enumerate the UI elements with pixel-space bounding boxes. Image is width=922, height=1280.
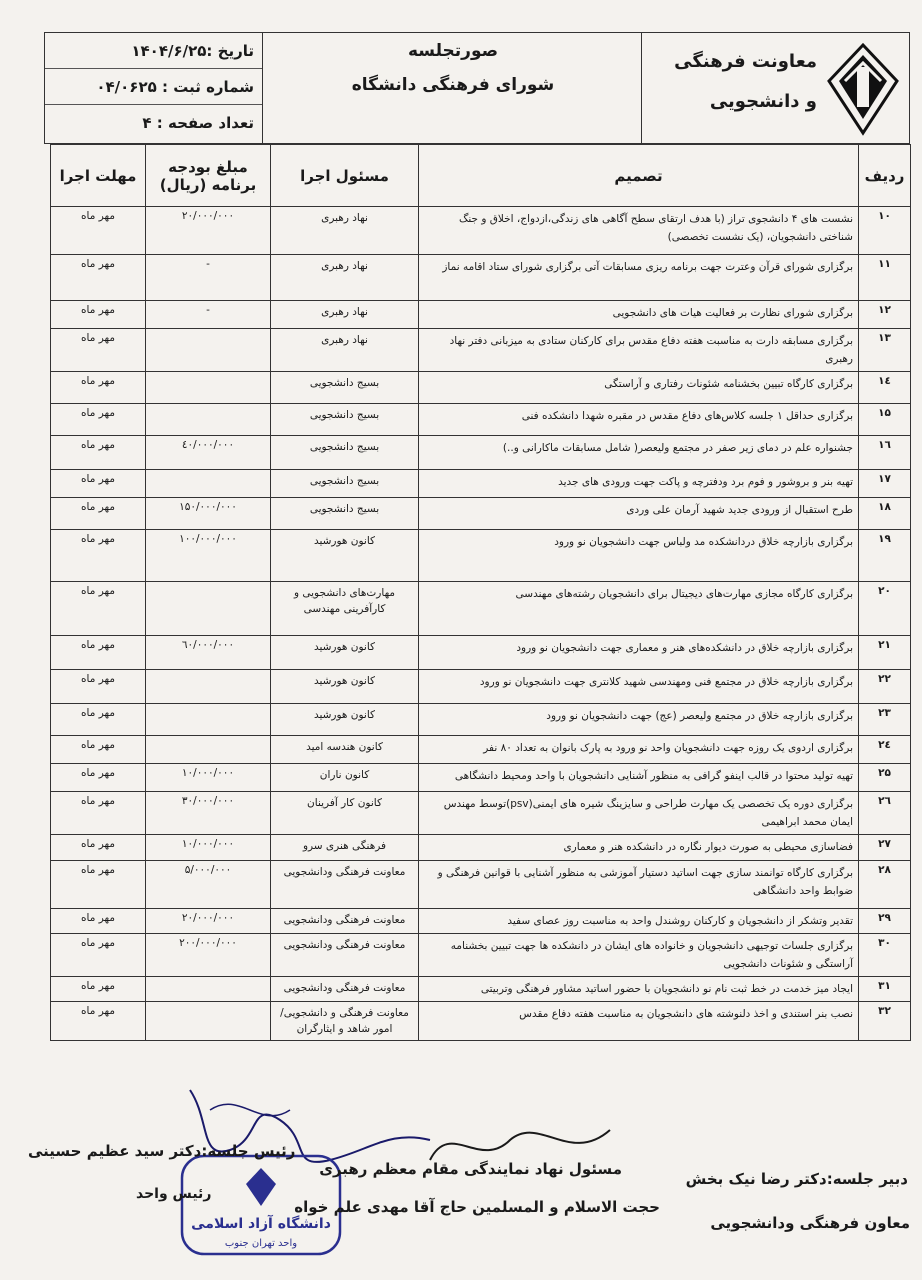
table-row: [51, 934, 911, 977]
budget-amount: ۵/۰۰۰/۰۰۰: [146, 861, 271, 909]
decision-text: فضاسازی محیطی به صورت دیوار نگاره در دانشکده هنر و معماری: [419, 835, 859, 861]
decision-text: برگزاری حداقل ۱ جلسه کلاس‌های دفاع مقدس در مقبره شهدا دانشکده فنی: [419, 404, 859, 436]
row-number: ۲۸: [859, 861, 911, 909]
responsible-unit: نهاد رهبری: [271, 207, 419, 255]
table-header-row: [51, 145, 911, 207]
budget-amount: [146, 372, 271, 404]
budget-amount: -: [146, 255, 271, 301]
decision-text: برگزاری مسابقه دارت به مناسبت هفته دفاع مقدس برای کارکنان ستادی به میزبانی دفتر نهاد رهبری: [419, 329, 859, 372]
decision-text: برگزاری شورای نظارت بر فعالیت هیات های دانشجویی: [419, 301, 859, 329]
decision-text: تهیه تولید محتوا در قالب اینفو گرافی به منظور آشنایی دانشجویان با واحد ومحیط دانشگاهی: [419, 764, 859, 792]
row-number: ۲۷: [859, 835, 911, 861]
responsible-unit: کانون هورشید: [271, 636, 419, 670]
budget-amount: [146, 582, 271, 636]
deadline: مهر ماه: [51, 1002, 146, 1041]
table-row: [51, 977, 911, 1002]
row-number: ۱۲: [859, 301, 911, 329]
deadline: مهر ماه: [51, 909, 146, 934]
responsible-unit: معاونت فرهنگی ودانشجویی: [271, 861, 419, 909]
decision-text: نصب بنر استندی و اخذ دلنوشته های دانشجویان به مناسبت هفته دفاع مقدس: [419, 1002, 859, 1041]
budget-amount: [146, 736, 271, 764]
decision-text: برگزاری شورای قرآن وعترت جهت برنامه ریزی مسابقات آتی برگزاری شورای ستاد اقامه نماز: [419, 255, 859, 301]
deadline: مهر ماه: [51, 372, 146, 404]
decision-text: برگزاری بازارچه خلاق در مجتمع ولیعصر (عج) جهت دانشجویان نو ورود: [419, 704, 859, 736]
responsible-unit: فرهنگی هنری سرو: [271, 835, 419, 861]
title-minutes: صورتجلسه: [407, 41, 499, 61]
responsible-unit: معاونت فرهنگی و دانشجویی/امور شاهد و ایثارگران: [271, 1002, 419, 1041]
budget-amount: -: [146, 301, 271, 329]
table-row: [51, 792, 911, 835]
chair-name: رئیس جلسه:دکتر سید عظیم حسینی: [28, 1142, 296, 1160]
decision-text: برگزاری دوره یک تخصصی یک مهارت طراحی و سایزینگ شیره های ایمنی(psv)توسط مهندس ایمان محمد ابراهیمی: [419, 792, 859, 835]
budget-amount: [146, 704, 271, 736]
budget-amount: ٤۰/۰۰۰/۰۰۰: [146, 436, 271, 470]
responsible-unit: کانون ناران: [271, 764, 419, 792]
decision-text: برگزاری بازارچه خلاق در مجتمع فنی ومهندسی شهید کلانتری جهت دانشجویان نو ورود: [419, 670, 859, 704]
decision-text: ایجاد میز خدمت در خط ثبت نام نو دانشجویان با حضور اساتید مشاور فرهنگی وتربیتی: [419, 977, 859, 1002]
responsible-unit: مهارت‌های دانشجویی و کارآفرینی مهندسی: [271, 582, 419, 636]
budget-amount: ۲۰/۰۰۰/۰۰۰: [146, 909, 271, 934]
deadline: مهر ماه: [51, 470, 146, 498]
table-row: [51, 764, 911, 792]
date-field: تاریخ :۱۴۰۴/۶/۲۵: [45, 33, 262, 69]
deadline: مهر ماه: [51, 207, 146, 255]
page-count: تعداد صفحه : ۴: [142, 114, 254, 132]
budget-amount: ۱۵۰/۰۰۰/۰۰۰: [146, 498, 271, 530]
responsible-unit: کانون هندسه امید: [271, 736, 419, 764]
responsible-unit: معاونت فرهنگی ودانشجویی: [271, 934, 419, 977]
responsible-unit: بسیج دانشجویی: [271, 436, 419, 470]
row-number: ۱۱: [859, 255, 911, 301]
table-row: [51, 404, 911, 436]
stamp-text: دانشگاه آزاد اسلامی: [191, 1216, 331, 1232]
col-responsible: مسئول اجرا: [271, 145, 419, 207]
table-body: [51, 207, 911, 1041]
decision-text: تقدیر وتشکر از دانشجویان و کارکنان روشندل واحد به مناسبت روز عصای سفید: [419, 909, 859, 934]
responsible-unit: بسیج دانشجویی: [271, 498, 419, 530]
decision-text: برگزاری کارگاه مجازی مهارت‌های دیجیتال برای دانشجویان رشته‌های مهندسی: [419, 582, 859, 636]
row-number: ۱۵: [859, 404, 911, 436]
budget-amount: [146, 1002, 271, 1041]
decision-text: طرح استقبال از ورودی جدید شهید آرمان علی وردی: [419, 498, 859, 530]
deadline: مهر ماه: [51, 255, 146, 301]
responsible-unit: کانون هورشید: [271, 530, 419, 582]
deadline: مهر ماه: [51, 670, 146, 704]
secretary-title: معاون فرهنگی ودانشجویی: [710, 1214, 910, 1232]
row-number: ۳۱: [859, 977, 911, 1002]
title-council: شورای فرهنگی دانشگاه: [351, 75, 555, 95]
deadline: مهر ماه: [51, 835, 146, 861]
table-row: [51, 835, 911, 861]
secretary-name: دبیر جلسه:دکتر رضا نیک بخش: [685, 1170, 908, 1188]
document-header: [44, 32, 910, 144]
budget-amount: ۱۰۰/۰۰۰/۰۰۰: [146, 530, 271, 582]
deadline: مهر ماه: [51, 436, 146, 470]
deadline: مهر ماه: [51, 736, 146, 764]
budget-amount: [146, 977, 271, 1002]
row-number: ۱٤: [859, 372, 911, 404]
row-number: ۲۳: [859, 704, 911, 736]
row-number: ۳۰: [859, 934, 911, 977]
table-row: [51, 207, 911, 255]
rep-title: مسئول نهاد نمایندگی مقام معظم رهبری: [319, 1160, 622, 1178]
budget-amount: [146, 670, 271, 704]
table-row: [51, 736, 911, 764]
stamp-subtext: واحد تهران جنوب: [224, 1238, 298, 1249]
deadline: مهر ماه: [51, 636, 146, 670]
row-number: ۳۲: [859, 1002, 911, 1041]
deadline: مهر ماه: [51, 404, 146, 436]
table-row: [51, 582, 911, 636]
row-number: ۲۲: [859, 670, 911, 704]
table-row: [51, 909, 911, 934]
budget-amount: ۱۰/۰۰۰/۰۰۰: [146, 764, 271, 792]
responsible-unit: معاونت فرهنگی ودانشجویی: [271, 909, 419, 934]
responsible-unit: کانون کار آفرینان: [271, 792, 419, 835]
responsible-unit: نهاد رهبری: [271, 329, 419, 372]
deadline: مهر ماه: [51, 329, 146, 372]
table-row: [51, 498, 911, 530]
responsible-unit: کانون هورشید: [271, 670, 419, 704]
deadline: مهر ماه: [51, 861, 146, 909]
deadline: مهر ماه: [51, 977, 146, 1002]
row-number: ۱۹: [859, 530, 911, 582]
row-number: ۲۹: [859, 909, 911, 934]
header-org: [641, 33, 909, 145]
decision-text: برگزاری بازارچه خلاق در دانشکده‌های هنر و معماری جهت دانشجویان نو ورود: [419, 636, 859, 670]
table-row: [51, 470, 911, 498]
row-number: ۱۸: [859, 498, 911, 530]
table-row: [51, 301, 911, 329]
decisions-table: [50, 144, 911, 1041]
budget-amount: ٦۰/۰۰۰/۰۰۰: [146, 636, 271, 670]
decision-text: برگزاری اردوی یک روزه جهت دانشجویان واحد نو ورود به پارک بانوان به تعداد ۸۰ نفر: [419, 736, 859, 764]
chair-title: رئیس واحد: [136, 1186, 212, 1202]
decision-text: برگزاری جلسات توجیهی دانشجویان و خانواده های ایشان در دانشکده ها جهت تبیین بخشنامه آراستگی و شئونات دانشجویی: [419, 934, 859, 977]
budget-amount: [146, 329, 271, 372]
responsible-unit: بسیج دانشجویی: [271, 404, 419, 436]
budget-amount: ۲۰۰/۰۰۰/۰۰۰: [146, 934, 271, 977]
deadline: مهر ماه: [51, 792, 146, 835]
table-row: [51, 636, 911, 670]
registration-number: شماره ثبت : ۰۴/۰۶۲۵: [45, 69, 262, 105]
header-meta: [45, 33, 263, 145]
university-logo-icon: [823, 41, 903, 137]
row-number: ۲۱: [859, 636, 911, 670]
budget-amount: ۳۰/۰۰۰/۰۰۰: [146, 792, 271, 835]
deadline: مهر ماه: [51, 498, 146, 530]
responsible-unit: بسیج دانشجویی: [271, 470, 419, 498]
decision-text: برگزاری بازارچه خلاق دردانشکده مد ولباس جهت دانشجویان نو ورود: [419, 530, 859, 582]
row-number: ۱۳: [859, 329, 911, 372]
decision-text: جشنواره علم در دمای زیر صفر در مجتمع ولیعصر( شامل مسابقات ماکارانی و..): [419, 436, 859, 470]
table-row: [51, 861, 911, 909]
responsible-unit: کانون هورشید: [271, 704, 419, 736]
row-number: ۲٤: [859, 736, 911, 764]
responsible-unit: بسیج دانشجویی: [271, 372, 419, 404]
table-row: [51, 372, 911, 404]
deadline: مهر ماه: [51, 530, 146, 582]
row-number: ۲۰: [859, 582, 911, 636]
deadline: مهر ماه: [51, 934, 146, 977]
budget-amount: [146, 470, 271, 498]
col-decision: تصمیم: [419, 145, 859, 207]
col-row: ردیف: [859, 145, 911, 207]
table-row: [51, 329, 911, 372]
decision-text: تهیه بنر و بروشور و فوم برد ودفترچه و پاکت جهت ورودی های جدید: [419, 470, 859, 498]
row-number: ۱۰: [859, 207, 911, 255]
org-line-2: و دانشجویی: [709, 91, 817, 112]
responsible-unit: نهاد رهبری: [271, 301, 419, 329]
col-budget: مبلغ بودجه برنامه (ریال): [146, 145, 271, 207]
col-deadline: مهلت اجرا: [51, 145, 146, 207]
deadline: مهر ماه: [51, 301, 146, 329]
table-row: [51, 670, 911, 704]
deadline: مهر ماه: [51, 704, 146, 736]
header-title: [263, 33, 643, 145]
budget-amount: [146, 404, 271, 436]
table-row: [51, 704, 911, 736]
table-row: [51, 530, 911, 582]
row-number: ۲۵: [859, 764, 911, 792]
org-line-1: معاونت فرهنگی: [674, 51, 817, 72]
table-row: [51, 1002, 911, 1041]
decision-text: نشست های ۴ دانشجوی تراز (با هدف ارتقای سطح آگاهی های زندگی،ازدواج، اخلاق و جنگ شناختی دانشجویان، (یک نشست تخصصی): [419, 207, 859, 255]
row-number: ۱۷: [859, 470, 911, 498]
decision-text: برگزاری کارگاه توانمند سازی جهت اساتید دستیار آموزشی به منظور آشنایی با قوانین فرهنگی و ضوابط واحد دانشگاهی: [419, 861, 859, 909]
budget-amount: ۱۰/۰۰۰/۰۰۰: [146, 835, 271, 861]
row-number: ۲٦: [859, 792, 911, 835]
rep-name: حجت الاسلام و المسلمین حاج آقا مهدی علم خواه: [294, 1198, 660, 1216]
row-number: ۱٦: [859, 436, 911, 470]
responsible-unit: نهاد رهبری: [271, 255, 419, 301]
deadline: مهر ماه: [51, 582, 146, 636]
table-row: [51, 255, 911, 301]
deadline: مهر ماه: [51, 764, 146, 792]
table-row: [51, 436, 911, 470]
responsible-unit: معاونت فرهنگی ودانشجویی: [271, 977, 419, 1002]
budget-amount: ۲۰/۰۰۰/۰۰۰: [146, 207, 271, 255]
decision-text: برگزاری کارگاه تبیین بخشنامه شئونات رفتاری و آراستگی: [419, 372, 859, 404]
